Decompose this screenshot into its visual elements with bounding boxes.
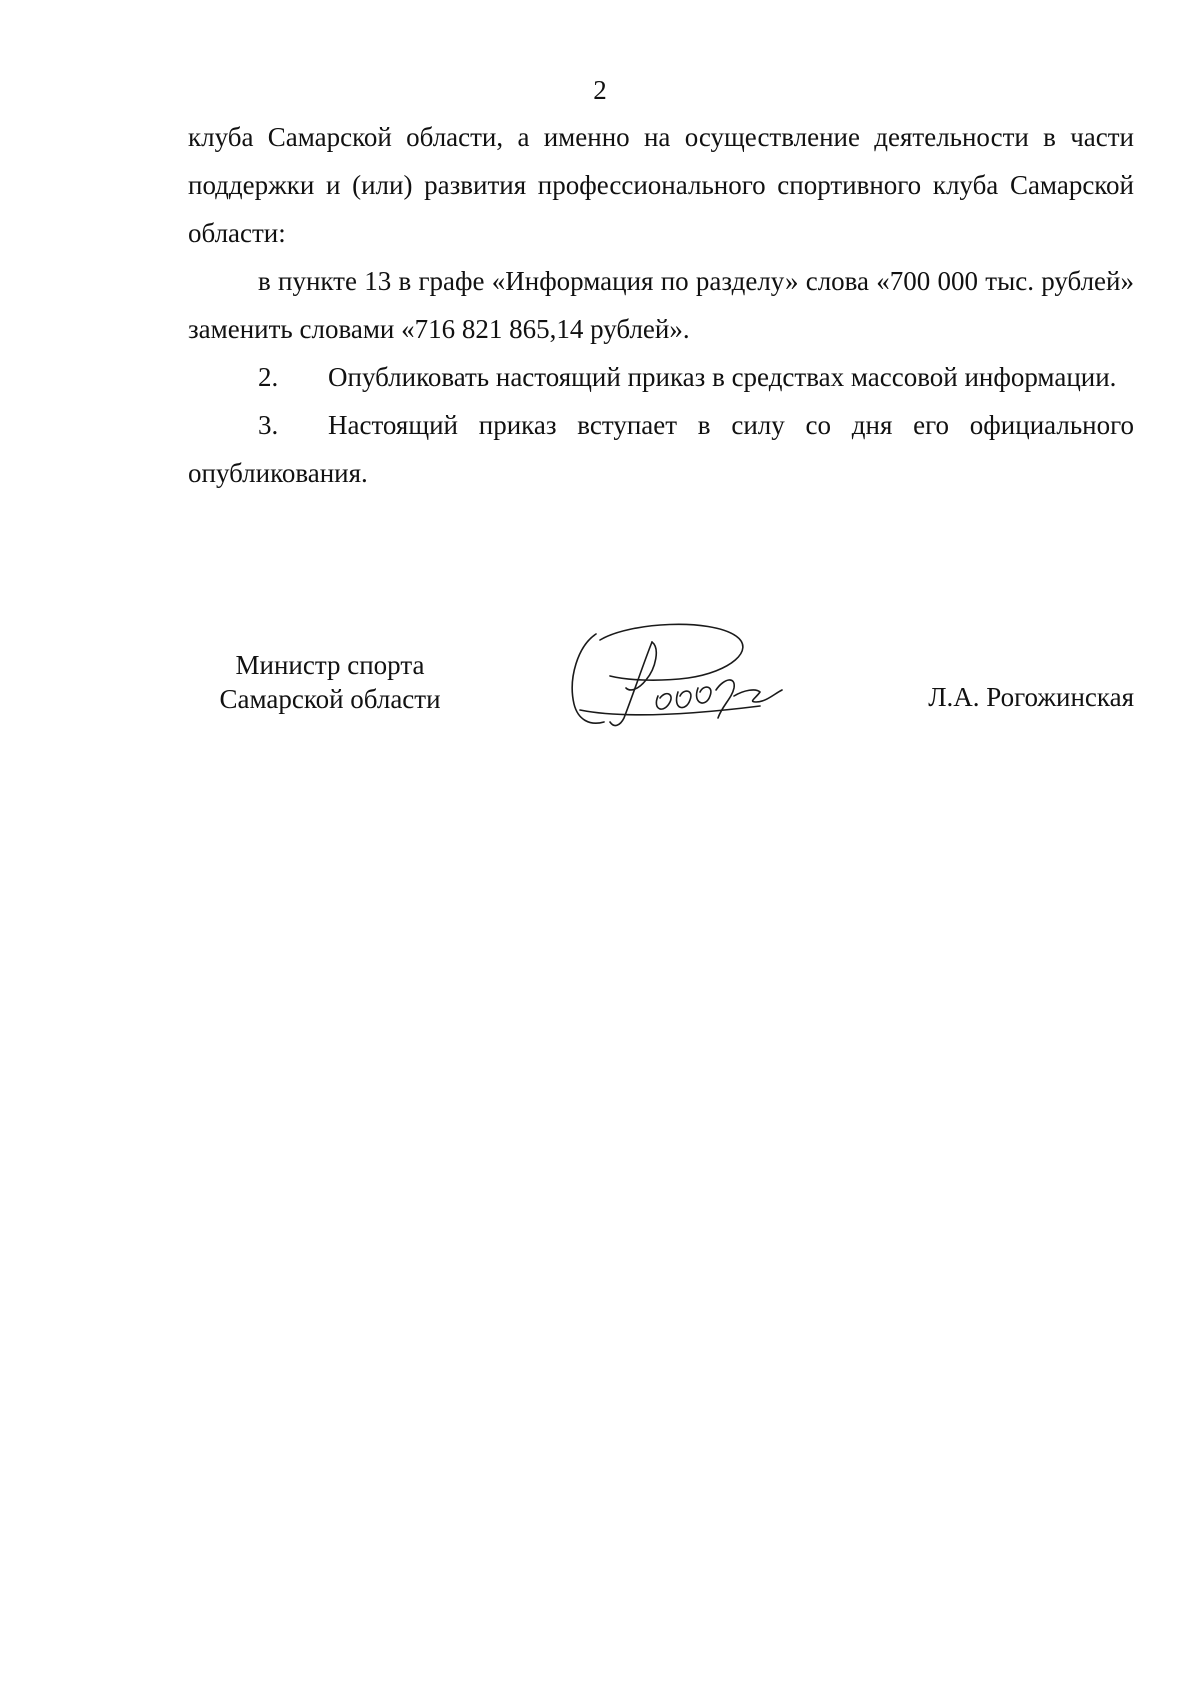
paragraph-item-2	[188, 353, 1134, 401]
signatory-title-line: Самарской области	[219, 684, 441, 714]
paragraph-amendment: в пункте 13 в графе «Информация по разделу» слова «700 000 тыс. рублей» заменить словами «716 821 865,14 рублей».	[188, 266, 1134, 344]
page-number: 2	[593, 75, 607, 105]
signatory-title-line: Министр спорта	[235, 650, 425, 680]
signature-block	[0, 640, 1200, 750]
item-number: 2.	[258, 362, 279, 392]
document-body	[188, 113, 1134, 497]
item-text: Опубликовать настоящий приказ в средствах массовой информации.	[328, 362, 1117, 392]
item-number: 3.	[258, 410, 279, 440]
paragraph-continuation: клуба Самарской области, а именно на осуществление деятельности в части поддержки и (или) развития профессионального спортивного клуба Самарской области:	[188, 122, 1134, 248]
signatory-name: Л.А. Рогожинская	[928, 682, 1134, 712]
handwritten-signature	[560, 618, 800, 738]
paragraph-item-3	[188, 401, 1134, 497]
item-text: Настоящий приказ вступает в силу со дня его официального опубликования.	[188, 410, 1134, 488]
signatory-title	[200, 648, 460, 716]
